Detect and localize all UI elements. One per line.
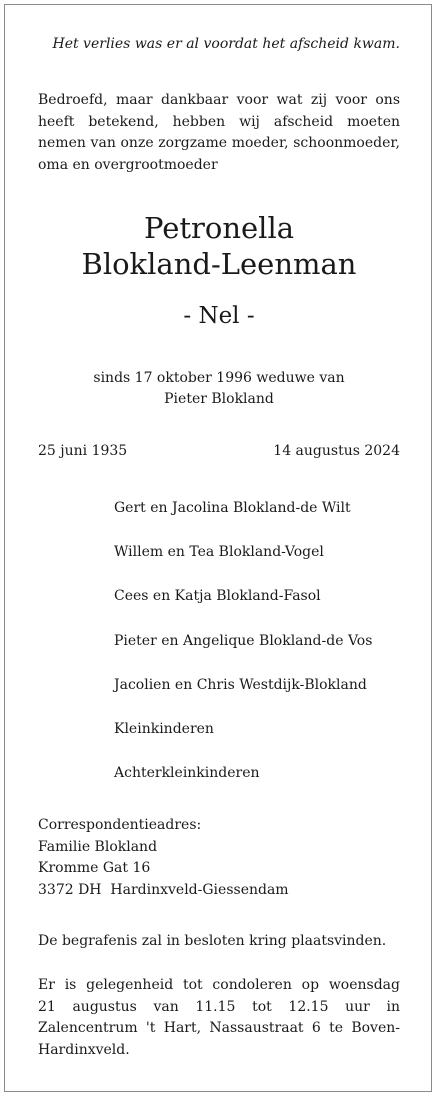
address-street: Kromme Gat 16 <box>38 860 151 876</box>
family-member: Willem en Tea Blokland-Vogel <box>114 544 324 561</box>
condolence-line: Hardinxveld. <box>38 1041 130 1058</box>
condolence-line: Er is gelegenheid tot condoleren op woensdag <box>38 977 400 993</box>
correspondence-address <box>38 815 289 901</box>
motto-quote: Het verlies was er al voordat het afscheid kwam. <box>52 36 400 52</box>
intro-line: nemen van onze zorgzame moeder, schoonmoeder, <box>38 135 400 151</box>
family-member: Gert en Jacolina Blokland-de Wilt <box>114 500 351 516</box>
widow-husband-name: Pieter Blokland <box>164 390 274 407</box>
deceased-nickname: - Nel - <box>183 303 255 329</box>
widow-notice <box>0 368 438 409</box>
family-member: Kleinkinderen <box>114 720 214 737</box>
family-list <box>114 497 372 806</box>
family-member: Cees en Katja Blokland-Fasol <box>114 588 321 605</box>
address-name: Familie Blokland <box>38 838 158 855</box>
deceased-last-name: Blokland-Leenman <box>81 247 357 281</box>
family-member: Jacolien en Chris Westdijk-Blokland <box>114 676 367 693</box>
intro-line: Bedroefd, maar dankbaar voor wat zij voor ons <box>38 92 400 108</box>
address-heading: Correspondentieadres: <box>38 817 202 833</box>
intro-line: heeft betekend, hebben wij afscheid moeten <box>38 113 400 130</box>
birth-date: 25 juni 1935 <box>38 443 128 459</box>
condolence-line: Zalencentrum 't Hart, Nassaustraat 6 te Boven- <box>38 1020 400 1036</box>
condolence-line: 21 augustus van 11.15 tot 12.15 uur in <box>38 998 400 1015</box>
intro-text <box>38 90 400 176</box>
funeral-notice: De begrafenis zal in besloten kring plaatsvinden. <box>38 933 387 949</box>
condolence-notice <box>38 975 400 1061</box>
family-member: Achterkleinkinderen <box>114 765 260 782</box>
deceased-name <box>0 210 438 282</box>
widow-line: sinds 17 oktober 1996 weduwe van <box>93 370 345 386</box>
death-date: 14 augustus 2024 <box>273 443 400 459</box>
family-member: Pieter en Angelique Blokland-de Vos <box>114 632 373 649</box>
intro-line: oma en overgrootmoeder <box>38 156 218 173</box>
address-city: 3372 DH Hardinxveld-Giessendam <box>38 881 289 898</box>
deceased-first-name: Petronella <box>143 211 295 245</box>
